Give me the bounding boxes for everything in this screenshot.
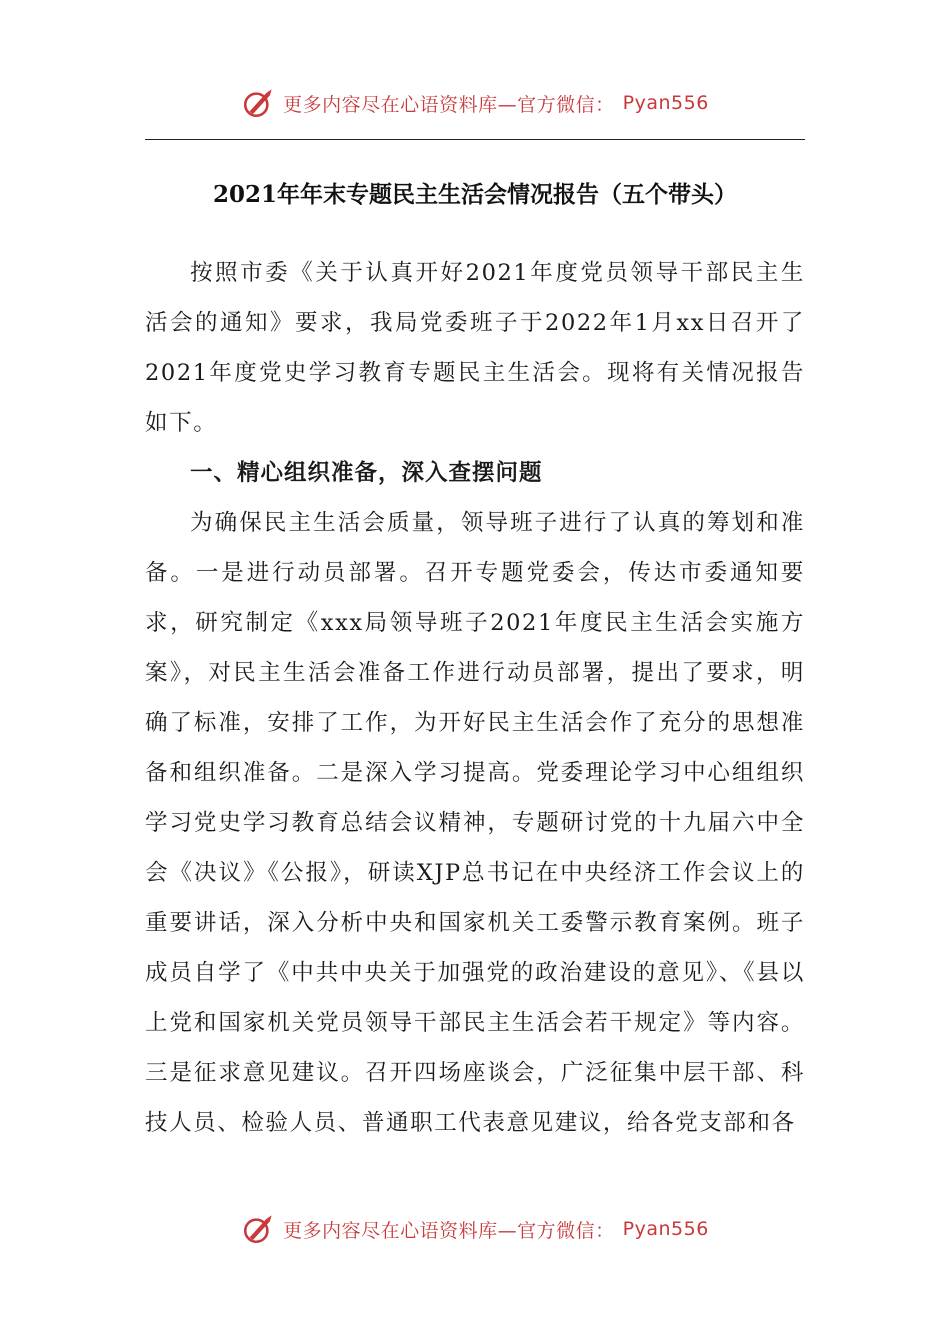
pen-circle-icon: [241, 1212, 275, 1246]
pen-circle-icon: [241, 86, 275, 120]
banner-contact: Pyan556: [622, 92, 709, 114]
intro-paragraph: 按照市委《关于认真开好2021年度党员领导干部民主生活会的通知》要求，我局党委班子于2022年1月xx日召开了2021年度党史学习教育专题民主生活会。现将有关情况报告如下。: [145, 260, 805, 436]
document-title: 2021年年末专题民主生活会情况报告（五个带头）: [212, 181, 737, 208]
footer-banner: [0, 1212, 950, 1246]
header-divider: [145, 139, 805, 140]
banner-text: 更多内容尽在心语资料库—官方微信：: [283, 1219, 615, 1242]
document-body: [145, 248, 805, 1148]
banner-text: 更多内容尽在心语资料库—官方微信：: [283, 93, 615, 116]
section-paragraph: 为确保民主生活会质量，领导班子进行了认真的筹划和准备。一是进行动员部署。召开专题党委会，传达市委通知要求，研究制定《xxx局领导班子2021年度民主生活会实施方案》，对民主生活会准备工作进行动员部署，提出了要求，明确了标准，安排了工作，为开好民主生活会作了充分的思想准备和组织准备。二是深入学习提高。党委理论学习中心组组织学习党史学习教育总结会议精神，专题研讨党的十九届六中全会《决议》《公报》，研读XJP总书记在中央经济工作会议上的重要讲话，深入分析中央和国家机关工委警示教育案例。班子成员自学了《中共中央关于加强党的政治建设的意见》、《县以上党和国家机关党员领导干部民主生活会若干规定》等内容。三是征求意见建议。召开四场座谈会，广泛征集中层干部、科技人员、检验人员、普通职工代表意见建议，给各党支部和各: [145, 510, 805, 1136]
header-banner: [0, 86, 950, 120]
section-heading: 一、精心组织准备，深入查摆问题: [190, 460, 543, 486]
banner-contact: Pyan556: [622, 1218, 709, 1240]
